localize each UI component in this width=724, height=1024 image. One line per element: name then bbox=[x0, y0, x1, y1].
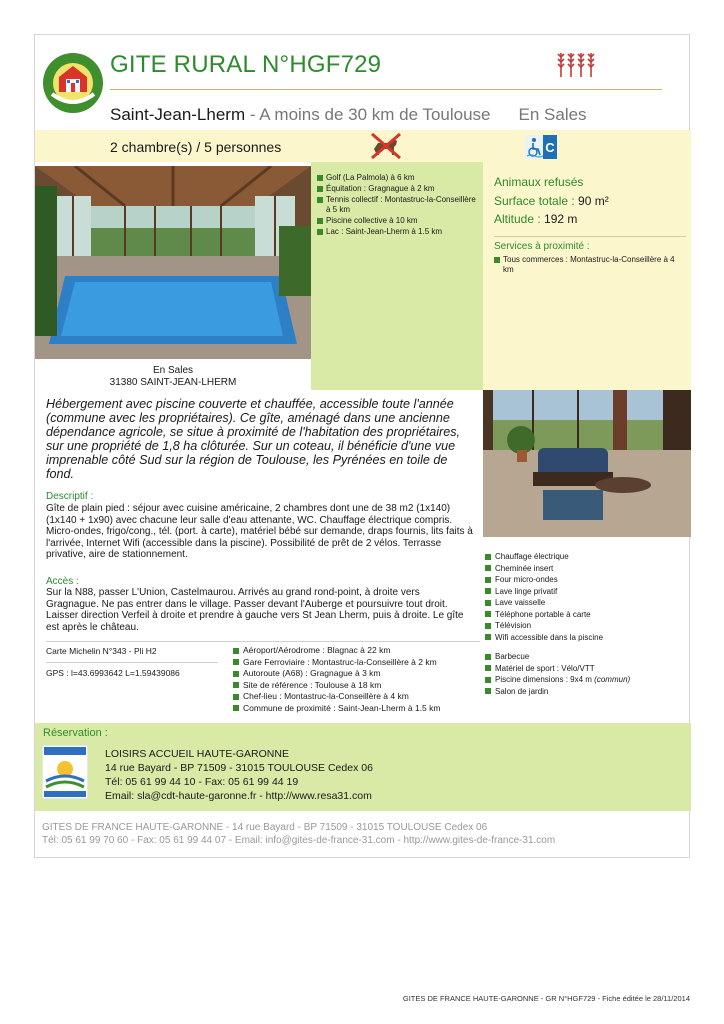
organization-footer bbox=[42, 821, 555, 847]
subtitle-distance: - A moins de 30 km de Toulouse bbox=[245, 105, 491, 124]
list-item: Tennis collectif : Montastruc-la-Conseillère à 5 km bbox=[317, 195, 479, 215]
property-address bbox=[35, 365, 311, 389]
list-item: Four micro-ondes bbox=[485, 574, 689, 586]
no-pets-icon bbox=[368, 131, 404, 161]
gps-coordinates: GPS : l=43.6993642 L=1.59439086 bbox=[46, 668, 180, 678]
acces-text: Sur la N88, passer L'Union, Castelmaurou. Arrivés au grand rond-point, à droite vers Gragnague. Ne pas entrer dans le village. Passer devant l'Auberge et poursuivre tout droit. Laisser direction Verfeil à droite et prendre à gauche vers St Jean Lherm, puis à droite. Le gîte est après le château. bbox=[46, 587, 464, 633]
list-item: Équitation : Gragnague à 2 km bbox=[317, 184, 479, 194]
list-item: Gare Ferroviaire : Montastruc-la-Conseillère à 2 km bbox=[233, 657, 478, 669]
section-divider bbox=[46, 641, 480, 642]
list-item: Wifi accessible dans la piscine bbox=[485, 632, 689, 644]
altitude-info bbox=[494, 212, 577, 226]
surface-label: Surface totale : bbox=[494, 194, 575, 208]
descriptif-text: Gîte de plain pied : séjour avec cuisine américaine, 2 chambres dont une de 38 m2 (1x140) (1x140 + 1x90) avec chacune leur salle d'eau attenante, WC. Chauffage électrique compris. Micro-ondes, frigo/cong., tél. (port. à carte), matériel bébé sur demande, draps fournis, lits faits à l'arrivée, Internet Wifi (accessible dans la piscine). Possibilité de prêt de 2 vélos. Terrasse privative, aire de stationnement. bbox=[46, 503, 473, 560]
michelin-map: Carte Michelin N°343 - Pli H2 bbox=[46, 646, 157, 656]
wheat-ears-icon bbox=[555, 49, 595, 79]
reservation-label: Réservation : bbox=[43, 727, 108, 739]
altitude-label: Altitude : bbox=[494, 212, 541, 226]
footer-line-1: GITES DE FRANCE HAUTE-GARONNE - 14 rue Bayard - BP 71509 - 31015 TOULOUSE Cedex 06 bbox=[42, 822, 488, 833]
services-list bbox=[494, 255, 686, 275]
equipment-list-1 bbox=[485, 551, 689, 643]
list-item: Golf (La Palmola) à 6 km bbox=[317, 173, 479, 183]
reservation-phone: Tél: 05 61 99 44 10 - Fax: 05 61 99 44 19 bbox=[105, 776, 299, 788]
list-item: Lave linge privatif bbox=[485, 586, 689, 598]
list-item: Tous commerces : Montastruc-la-Conseillère à 4 km bbox=[494, 255, 686, 275]
map-divider bbox=[46, 662, 218, 663]
title-divider bbox=[110, 89, 662, 90]
animals-policy: Animaux refusés bbox=[494, 175, 584, 189]
page-title: GITE RURAL N°HGF729 bbox=[110, 51, 382, 78]
accessibility-icon bbox=[525, 135, 557, 159]
list-item: Chauffage électrique bbox=[485, 551, 689, 563]
subtitle-town: Saint-Jean-Lherm bbox=[110, 105, 246, 124]
activities-list bbox=[317, 173, 479, 238]
list-item: Autoroute (A68) : Gragnague à 3 km bbox=[233, 668, 478, 680]
loisirs-accueil-logo bbox=[42, 745, 88, 799]
reservation-name: LOISIRS ACCUEIL HAUTE-GARONNE bbox=[105, 748, 289, 760]
list-item: Matériel de sport : Vélo/VTT bbox=[485, 663, 689, 675]
reservation-contact bbox=[105, 747, 373, 803]
list-item: Commune de proximité : Saint-Jean-Lherm à 1.5 km bbox=[233, 703, 478, 715]
equipment-list-2 bbox=[485, 651, 689, 697]
listing-sheet bbox=[34, 34, 690, 858]
edition-note: GITES DE FRANCE HAUTE-GARONNE - GR N°HGF729 - Fiche éditée le 28/11/2014 bbox=[402, 994, 690, 1003]
page-subtitle bbox=[110, 105, 587, 125]
address-line-2: 31380 SAINT-JEAN-LHERM bbox=[109, 377, 237, 388]
reservation-address: 14 rue Bayard - BP 71509 - 31015 TOULOUSE Cedex 06 bbox=[105, 762, 373, 774]
living-room-photo bbox=[483, 390, 691, 537]
list-item: Lave vaisselle bbox=[485, 597, 689, 609]
svg-text:C: C bbox=[545, 140, 555, 155]
acces-label: Accès : bbox=[46, 576, 79, 587]
list-item: Salon de jardin bbox=[485, 686, 689, 698]
nearby-locations-list bbox=[233, 645, 478, 714]
pool-shared-note: (commun) bbox=[594, 675, 631, 684]
intro-text: Hébergement avec piscine couverte et chauffée, accessible toute l'année (commune avec les propriétaires). Ce gîte, aménagé dans une ancienne dépendance agricole, se situe à proximité de l'habitation des propriétaires, sur une propriété de 1,8 ha clôturée. Sur un coteau, il bénéficie d'une vue imprenable côté Sud sur la région de Toulouse, les Pyrénées en toile de fond. bbox=[46, 397, 461, 481]
services-title: Services à proximité : bbox=[494, 241, 590, 252]
list-item: Site de référence : Toulouse à 18 km bbox=[233, 680, 478, 692]
surface-info bbox=[494, 194, 609, 208]
list-item: Lac : Saint-Jean-Lherm à 1.5 km bbox=[317, 227, 479, 237]
list-item: Télévision bbox=[485, 620, 689, 632]
gites-de-france-logo bbox=[42, 52, 104, 114]
reservation-email[interactable]: Email: sla@cdt-haute-garonne.fr - http://www.resa31.com bbox=[105, 790, 372, 802]
address-line-1: En Sales bbox=[152, 365, 194, 376]
list-item: Téléphone portable à carte bbox=[485, 609, 689, 621]
list-item: Aéroport/Aérodrome : Blagnac à 22 km bbox=[233, 645, 478, 657]
footer-line-2[interactable]: Tél: 05 61 99 70 60 - Fax: 05 61 99 44 07 - Email: info@gites-de-france-31.com - http://www.gites-de-france-31.com bbox=[42, 835, 556, 846]
pool-dimensions: Piscine dimensions : 9x4 m bbox=[495, 675, 592, 684]
descriptif-label: Descriptif : bbox=[46, 491, 94, 502]
altitude-value: 192 m bbox=[540, 212, 578, 226]
surface-value: 90 m² bbox=[574, 194, 609, 208]
list-item: Chef-lieu : Montastruc-la-Conseillère à 4 km bbox=[233, 691, 478, 703]
indoor-pool-photo bbox=[35, 166, 311, 359]
list-item: Piscine collective à 10 km bbox=[317, 216, 479, 226]
list-item bbox=[485, 674, 689, 686]
list-item: Cheminée insert bbox=[485, 563, 689, 575]
list-item: Barbecue bbox=[485, 651, 689, 663]
reservation-panel bbox=[35, 723, 691, 811]
capacity-text: 2 chambre(s) / 5 personnes bbox=[110, 139, 282, 155]
subtitle-place: En Sales bbox=[518, 105, 587, 124]
info-divider bbox=[494, 236, 686, 237]
